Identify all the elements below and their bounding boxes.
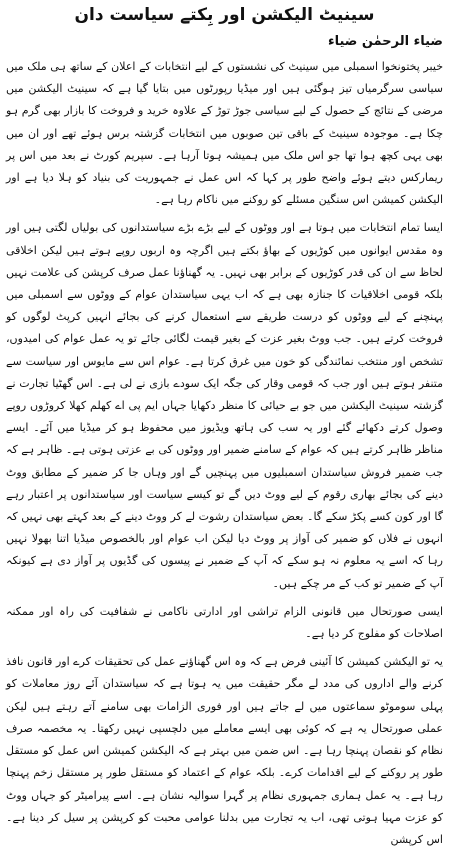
article-paragraph: ایسی صورتحال میں قانونی الزام تراشی اور ادارتی ناکامی نے شفافیت کی راہ اور ممکنہ اصلاحات کو مفلوج کر دیا ہے۔ <box>6 604 443 641</box>
article-body <box>6 56 443 851</box>
article-byline: ضیاء الرحمٰن ضیاء <box>327 34 443 49</box>
newspaper-column <box>6 0 443 846</box>
article-paragraph: خیبر پختونخوا اسمبلی میں سینیٹ کی نشستوں کے لیے انتخابات کے اعلان کے ساتھ ہی ملک میں سیاسی سرگرمیاں تیز ہوگئی ہیں اور میڈیا رپورٹوں میں بتایا گیا ہے کہ سینیٹ الیکشن میں مرضی کے نتائج کے حصول کے لیے سیاسی جوڑ توڑ کے علاوہ خرید و فروخت کا بازار بھی گرم ہو چکا ہے۔ موجودہ سینیٹ کے باقی تین صوبوں میں انتخابات گزشتہ برس ہوئے تھے اور ان میں بھی یہی کچھ ہوا تھا جو اس ملک میں ہمیشہ ہوتا آرہا ہے۔ سپریم کورٹ نے بعد میں اس پر ریمارکس دیتے ہوئے واضح طور پر کہا کہ اس عمل نے جمہوریت کی بنیاد کو ہلا دیا ہے اور الیکشن کمیشن اس سنگین مسئلے کو روکنے میں ناکام رہا ہے۔ <box>6 60 443 207</box>
article-paragraph: یہ تو الیکشن کمیشن کا آئینی فرض ہے کہ وہ اس گھناؤنے عمل کی تحقیقات کرے اور قانون نافذ کرنے والے اداروں کی مدد لے مگر حقیقت میں یہ ہوتا ہے کہ سیاستدان آئے روز معاملات کو پہلی سوموٹو سماعتوں میں لے جاتے ہیں اور فوری الزامات بھی سامنے آتے رہتے ہیں لیکن عملی صورتحال یہ ہے کہ کوئی بھی ایسے معاملے میں دلچسپی نہیں رکھتا۔ یہ مخصمہ صرف نظام کو نقصان پہنچا رہا ہے۔ اس ضمن میں بہتر ہے کہ الیکشن کمیشن اس عمل کو مستقل طور پر روکنے کے لیے اقدامات کرے۔ بلکہ عوام کے اعتماد کو مستقل طور پر مستقل زخم پہنچا رہا ہے۔ یہ عمل ہماری جمہوری نظام پر گہرا سوالیہ نشان ہے۔ اسے پیرامیٹر کو جہاں ووٹ کو عزت مہیا ہوتی تھی، اب یہ تجارت میں بدلنا عوامی محبت کو کرپشن پر سیل کر دینا ہے۔ اس کرپشن <box>6 655 443 846</box>
article-headline: سینیٹ الیکشن اور بِکتے سیاست دان <box>74 5 375 25</box>
article-paragraph: ایسا تمام انتخابات میں ہوتا ہے اور ووٹوں کے لیے بڑے بڑے سیاستدانوں کی بولیاں لگتی ہیں اور وہ مقدس ایوانوں میں کوڑیوں کے بھاؤ بکتے ہیں اگرچہ وہ اربوں روپے ہوتے ہیں لیکن اخلاقی لحاظ سے ان کی قدر کوڑیوں کے برابر بھی نہیں۔ یہ گھناؤنا عمل صرف کرپشن کی علامت نہیں بلکہ قومی اخلاقیات کا جنازہ بھی ہے کہ اب یہی سیاستدان عوام کے ووٹوں سے اسمبلی میں پہنچنے کے لیے ووٹوں کو درست طریقے سے استعمال کرنے کی بجائے انہیں کرپٹ لوگوں کو فروخت کرتے ہیں۔ جب ووٹ بغیر عزت کے بغیر قیمت لگائی جائے تو یہ عمل عوام کی امیدوں، تشخص اور منتخب نمائندگی کو خون میں غرق کرتا ہے۔ عوام اس سے مایوس اور سیاست سے متنفر ہوتے ہیں اور جب کہ قومی وقار کی جگہ ایک سودے بازی نے لی ہے۔ اس گھٹیا تجارت نے گزشتہ سینیٹ الیکشن میں جو بے حیائی کا منظر دکھایا جہاں ایم پی اے کھلم کھلا کروڑوں روپے وصول کرتے دکھائے گئے اور یہ سب کی ہاتھ ویڈیوز میں محفوظ ہو کر میڈیا میں آئے۔ ایسے مناظر ظاہر کرتے ہیں کہ عوام کے سامنے ضمیر اور ووٹوں کی بے عزتی ہوتی ہے۔ ظاہر ہے کہ جب ضمیر فروش سیاستدان اسمبلیوں میں پہنچیں گے اور وہاں جا کر ضمیر کے مطابق ووٹ دینے کی بجائے بھاری رقوم کے لیے ووٹ دیں گے تو کیسے سیاست اور سیاستدانوں پر اعتبار رہے گا اور کون کسے پکڑ سکے گا۔ بعض سیاستدان رشوت لے کر ووٹ دینے کے بعد کہتے بھی نہیں کہ انہوں نے فلاں کو ضمیر کی آواز پر ووٹ دیا لیکن اب عوام اور بالخصوص میڈیا اتنا بھولا نہیں رہا کہ اسے یہ معلوم نہ ہو سکے کہ آپ کے ضمیر نے پیسوں کی گڈیوں پر آواز دی ہے کیونکہ آپ کے ضمیر تو کب کے مر چکے ہیں۔ <box>6 221 443 590</box>
